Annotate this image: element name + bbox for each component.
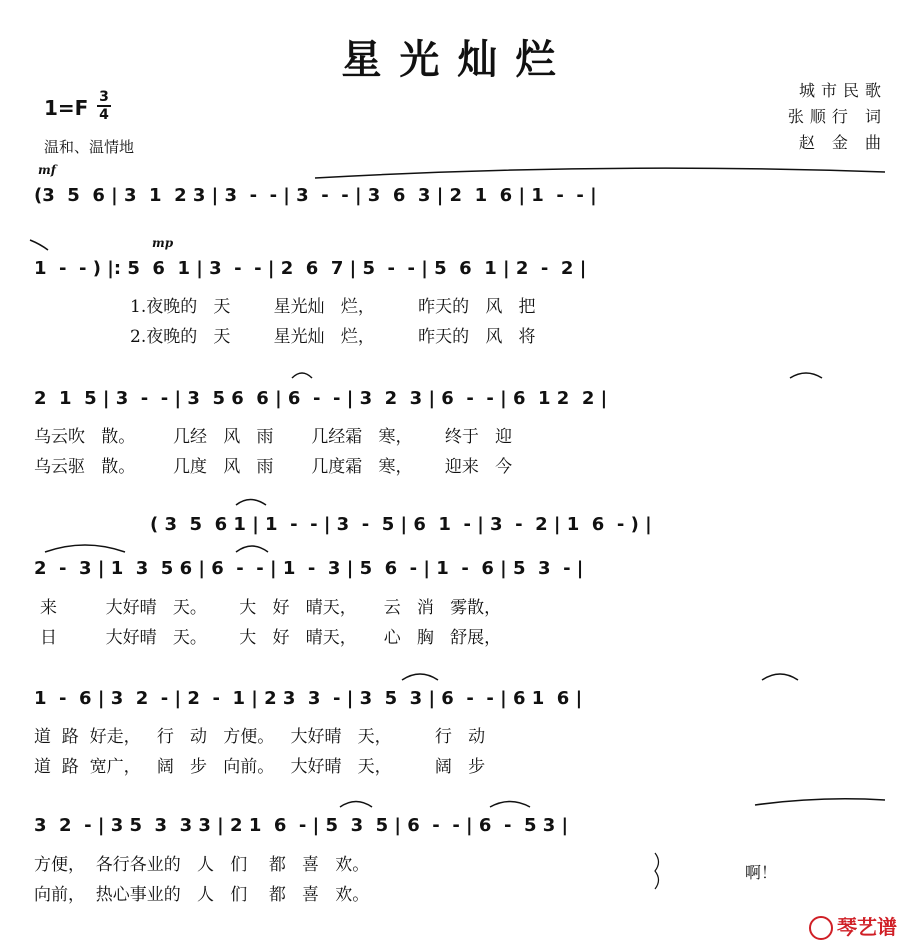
time-bottom: 4	[99, 107, 109, 123]
notes-system-4-interlude: ( 3 5 6 1 | 1 - - | 3 - 5 | 6 1 - | 3 - 2 | 1 6 - ) |	[150, 514, 652, 535]
song-title: 星光灿烂	[341, 36, 574, 83]
tempo-marking: 温和、温情地	[44, 138, 135, 156]
notes-system-5: 1 - 6 | 3 2 - | 2 - 1 | 2 3 3 - | 3 5 3 | 6 - - | 6 1 6 |	[34, 688, 583, 709]
lyrics-system-5-verse-2: 道 路 宽广， 阔 步 向前。 大好晴 天， 阔 步	[34, 757, 486, 777]
ending-exclamation: 啊！	[745, 863, 778, 882]
time-top: 3	[99, 89, 109, 105]
notes-system-2: 1 - - ) |: 5 6 1 | 3 - - | 2 6 7 | 5 - - | 5 6 1 | 2 - 2 |	[34, 258, 587, 279]
composer-label: 赵 金 曲	[798, 133, 887, 152]
dynamic-verse: mp	[152, 236, 174, 250]
notes-system-6: 3 2 - | 3 5 3 3 3 | 2 1 6 - | 5 3 5 | 6 - - | 6 - 5 3 |	[34, 815, 569, 836]
lyrics-system-2-verse-2: 2.夜晚的 天 星光灿 烂， 昨天的 风 将	[130, 327, 536, 347]
lyrics-system-2-verse-1: 1.夜晚的 天 星光灿 烂， 昨天的 风 把	[130, 297, 536, 317]
lyrics-system-4-verse-1: 来 大好晴 天。 大 好 晴天， 云 消 雾散，	[40, 598, 502, 618]
lyrics-system-3-verse-2: 乌云驱 散。 几度 风 雨 几度霜 寒， 迎来 今	[34, 457, 513, 477]
lyrics-system-3-verse-1: 乌云吹 散。 几经 风 雨 几经霜 寒， 终于 迎	[34, 427, 513, 447]
notes-system-4: 2 - 3 | 1 3 5 6 | 6 - - | 1 - 3 | 5 6 - | 1 - 6 | 5 3 - |	[34, 558, 584, 579]
genre-label: 城市民歌	[798, 81, 887, 100]
logo-icon	[809, 916, 833, 940]
dynamic-intro: mf	[38, 163, 56, 177]
lyrics-system-4-verse-2: 日 大好晴 天。 大 好 晴天， 心 胸 舒展，	[40, 628, 502, 648]
key-signature: 1=F	[44, 96, 89, 120]
lyricist-label: 张顺行 词	[787, 107, 887, 126]
lyrics-system-6-verse-2: 向前， 热心事业的 人 们 都 喜 欢。	[34, 885, 370, 905]
logo-text: 琴艺谱	[837, 914, 897, 939]
notes-system-1: (3 5 6 | 3 1 2 3 | 3 - - | 3 - - | 3 6 3 | 2 1 6 | 1 - - |	[34, 185, 597, 206]
notes-system-3: 2 1 5 | 3 - - | 3 5 6 6 | 6 - - | 3 2 3 | 6 - - | 6 1 2 2 |	[34, 388, 608, 409]
lyrics-system-5-verse-1: 道 路 好走， 行 动 方便。 大好晴 天， 行 动	[34, 727, 486, 747]
watermark-logo	[809, 911, 897, 941]
lyrics-system-6-verse-1: 方便， 各行各业的 人 们 都 喜 欢。	[34, 855, 370, 875]
